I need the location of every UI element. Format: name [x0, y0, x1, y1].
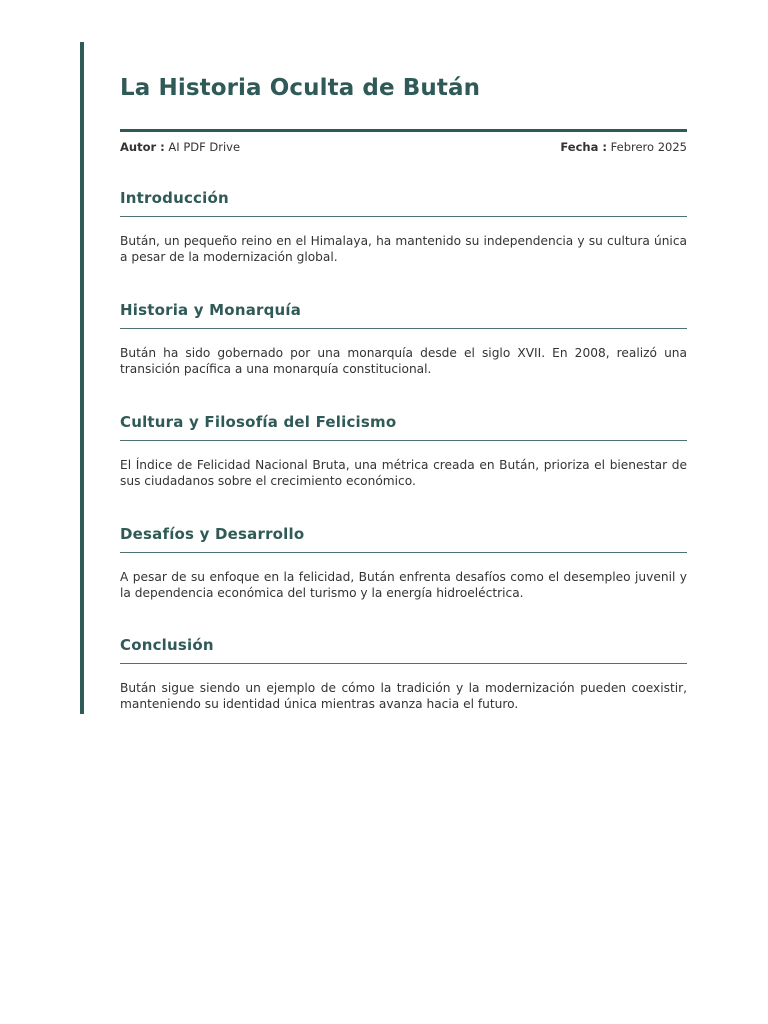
section-divider — [120, 216, 687, 217]
section-heading: Cultura y Filosofía del Felicismo — [120, 413, 397, 431]
date-label: Fecha : — [560, 140, 607, 154]
section-introduccion — [120, 189, 687, 265]
document-title: La Historia Oculta de Bután — [120, 75, 481, 101]
section-divider — [120, 663, 687, 664]
section-body: Bután, un pequeño reino en el Himalaya, ha mantenido su independencia y su cultura única a pesar de la modernización global. — [120, 234, 687, 264]
title-divider — [120, 129, 687, 132]
section-historia-monarquia — [120, 301, 687, 377]
section-heading: Conclusión — [120, 636, 214, 654]
section-cultura-filosofia — [120, 413, 687, 489]
section-conclusion — [120, 636, 687, 712]
left-accent-bar — [80, 42, 84, 714]
section-desafios-desarrollo — [120, 525, 687, 601]
document-meta — [120, 140, 687, 154]
section-heading: Desafíos y Desarrollo — [120, 525, 305, 543]
section-divider — [120, 440, 687, 441]
section-body: Bután sigue siendo un ejemplo de cómo la tradición y la modernización pueden coexistir, manteniendo su identidad única mientras avanza hacia el futuro. — [120, 681, 687, 711]
date-value: Febrero 2025 — [610, 140, 687, 154]
author-value: AI PDF Drive — [168, 140, 241, 154]
section-divider — [120, 328, 687, 329]
author-line — [120, 140, 240, 154]
section-body: Bután ha sido gobernado por una monarquía desde el siglo XVII. En 2008, realizó una transición pacífica a una monarquía constitucional. — [120, 346, 687, 376]
section-heading: Introducción — [120, 189, 229, 207]
section-body: El Índice de Felicidad Nacional Bruta, una métrica creada en Bután, prioriza el bienestar de sus ciudadanos sobre el crecimiento económico. — [120, 458, 687, 488]
section-heading: Historia y Monarquía — [120, 301, 302, 319]
section-body: A pesar de su enfoque en la felicidad, Bután enfrenta desafíos como el desempleo juvenil y la dependencia económica del turismo y la energía hidroeléctrica. — [120, 570, 687, 600]
section-divider — [120, 552, 687, 553]
date-line — [560, 140, 687, 154]
author-label: Autor : — [120, 140, 165, 154]
